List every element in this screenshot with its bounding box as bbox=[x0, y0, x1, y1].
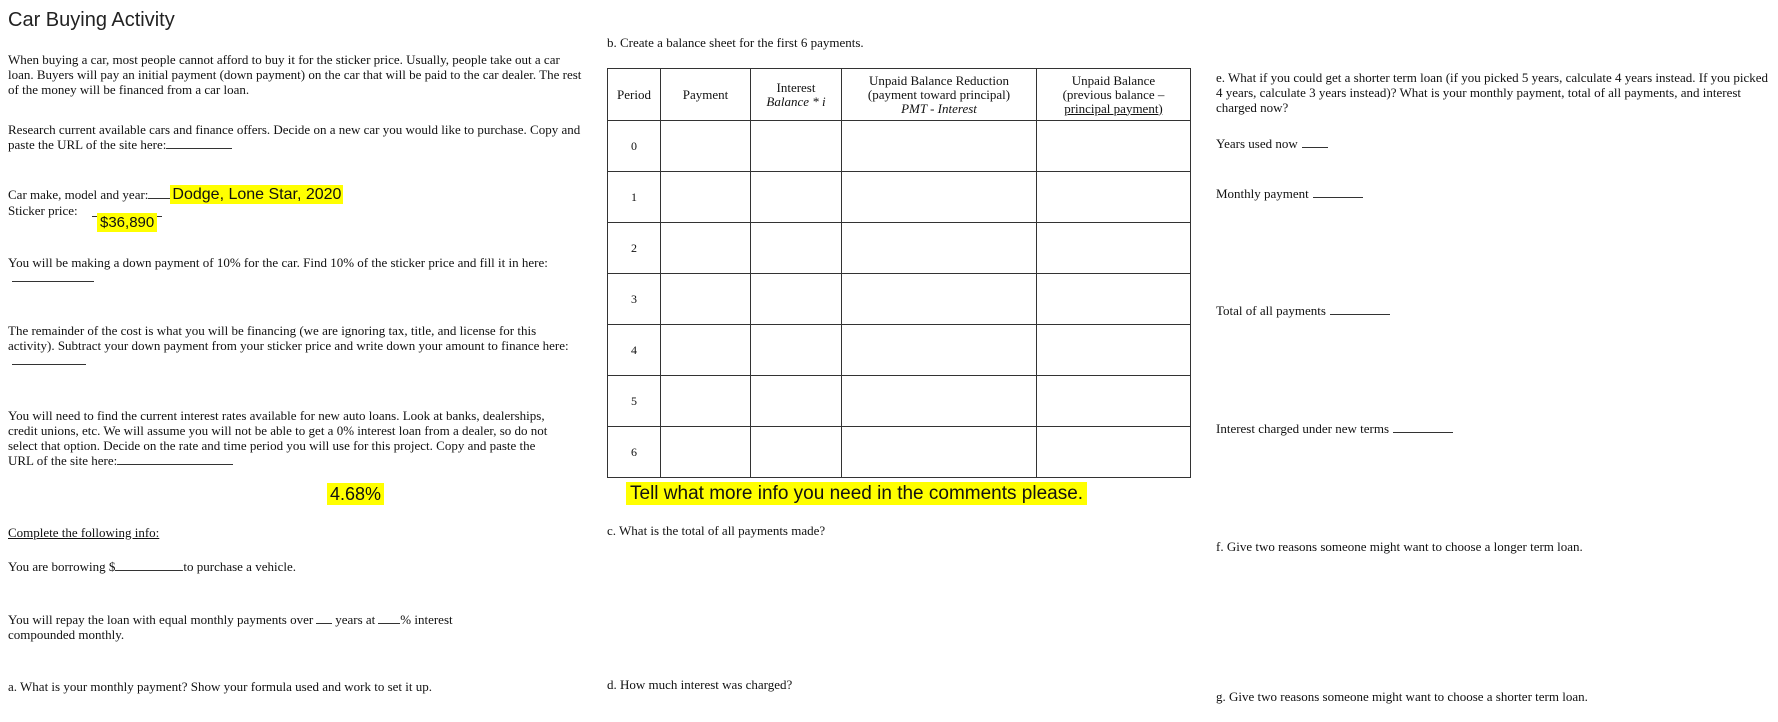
repay-mid: years at bbox=[335, 612, 376, 627]
complete-info-heading: Complete the following info: bbox=[8, 525, 160, 540]
monthly-payment-blank[interactable] bbox=[1313, 196, 1363, 198]
balance-reduction-cell[interactable] bbox=[842, 172, 1037, 223]
research-url-blank[interactable] bbox=[166, 147, 232, 149]
period-cell: 0 bbox=[608, 121, 661, 172]
comment-note: Tell what more info you need in the comments please. bbox=[626, 482, 1087, 505]
research-paragraph bbox=[8, 122, 583, 152]
question-g: g. Give two reasons someone might want to choose a shorter term loan. bbox=[1216, 689, 1588, 704]
unpaid-balance-cell[interactable] bbox=[1037, 172, 1191, 223]
research-text: Research current available cars and finance offers. Decide on a new car you would like to purchase. Copy and paste the URL of the site here: bbox=[8, 122, 581, 152]
table-row bbox=[608, 427, 1191, 478]
payment-cell[interactable] bbox=[661, 172, 751, 223]
rate-blank[interactable] bbox=[378, 622, 400, 624]
interest-charged-label: Interest charged under new terms bbox=[1216, 421, 1390, 436]
question-f: f. Give two reasons someone might want to choose a longer term loan. bbox=[1216, 539, 1583, 554]
down-payment-paragraph bbox=[8, 255, 583, 285]
car-make-value[interactable]: Dodge, Lone Star, 2020 bbox=[172, 186, 342, 203]
header-unpaid-line1: Unpaid Balance bbox=[1071, 72, 1156, 88]
period-cell: 3 bbox=[608, 274, 661, 325]
unpaid-balance-cell[interactable] bbox=[1037, 376, 1191, 427]
interest-cell[interactable] bbox=[751, 376, 842, 427]
interest-paragraph bbox=[8, 408, 563, 468]
header-reduction-line2: (payment toward principal) bbox=[867, 86, 1011, 102]
period-cell: 5 bbox=[608, 376, 661, 427]
repay-suffix: % interest bbox=[400, 612, 453, 627]
page-title: Car Buying Activity bbox=[8, 9, 175, 31]
years-used-line bbox=[1216, 136, 1328, 151]
period-cell: 4 bbox=[608, 325, 661, 376]
balance-reduction-cell[interactable] bbox=[842, 274, 1037, 325]
header-payment: Payment bbox=[661, 69, 751, 121]
sticker-price-value[interactable]: $36,890 bbox=[97, 213, 157, 232]
interest-cell[interactable] bbox=[751, 223, 842, 274]
borrowing-suffix: to purchase a vehicle. bbox=[183, 559, 296, 574]
header-interest bbox=[751, 69, 842, 121]
borrowing-line bbox=[8, 559, 296, 574]
interest-charged-line bbox=[1216, 421, 1453, 436]
interest-text: You will need to find the current interest rates available for new auto loans. Look at banks, dealerships, credit unions, etc. We will assume you will not be able to get a 0% interest loan from a dealer, so do not select that option. Decide on the rate and time period you will use for this project. Copy and paste the URL of the site here: bbox=[8, 408, 548, 468]
unpaid-balance-cell[interactable] bbox=[1037, 274, 1191, 325]
unpaid-balance-cell[interactable] bbox=[1037, 121, 1191, 172]
years-used-label: Years used now bbox=[1216, 136, 1298, 151]
total-payments-blank[interactable] bbox=[1330, 313, 1390, 315]
payment-cell[interactable] bbox=[661, 376, 751, 427]
question-b: b. Create a balance sheet for the first 6 payments. bbox=[607, 35, 864, 50]
unpaid-balance-cell[interactable] bbox=[1037, 427, 1191, 478]
question-d: d. How much interest was charged? bbox=[607, 677, 793, 692]
car-make-line bbox=[8, 187, 583, 202]
sticker-price-label: Sticker price: bbox=[8, 203, 78, 218]
repay-line bbox=[8, 612, 583, 642]
table-row bbox=[608, 325, 1191, 376]
years-used-blank[interactable] bbox=[1302, 146, 1328, 148]
borrowing-amount-blank[interactable] bbox=[115, 569, 183, 571]
question-c: c. What is the total of all payments made? bbox=[607, 523, 826, 538]
header-interest-line2: Balance * i bbox=[766, 93, 826, 109]
car-make-blank bbox=[148, 197, 170, 199]
balance-reduction-cell[interactable] bbox=[842, 325, 1037, 376]
unpaid-balance-cell[interactable] bbox=[1037, 325, 1191, 376]
remainder-paragraph bbox=[8, 323, 583, 368]
years-blank[interactable] bbox=[316, 622, 332, 624]
balance-sheet-table bbox=[607, 68, 1191, 478]
monthly-payment-line bbox=[1216, 186, 1363, 201]
payment-cell[interactable] bbox=[661, 223, 751, 274]
balance-reduction-cell[interactable] bbox=[842, 376, 1037, 427]
car-make-label: Car make, model and year: bbox=[8, 187, 149, 202]
table-row bbox=[608, 223, 1191, 274]
interest-cell[interactable] bbox=[751, 121, 842, 172]
interest-cell[interactable] bbox=[751, 427, 842, 478]
balance-reduction-cell[interactable] bbox=[842, 121, 1037, 172]
payment-cell[interactable] bbox=[661, 325, 751, 376]
interest-url-blank[interactable] bbox=[117, 463, 233, 465]
table-row bbox=[608, 376, 1191, 427]
remainder-text: The remainder of the cost is what you will be financing (we are ignoring tax, title, and license for this activity). Subtract your down payment from your sticker price and write down your amount to finance here: bbox=[8, 323, 569, 353]
payment-cell[interactable] bbox=[661, 121, 751, 172]
period-cell: 1 bbox=[608, 172, 661, 223]
down-payment-text: You will be making a down payment of 10% for the car. Find 10% of the sticker price and fill it in here: bbox=[8, 255, 548, 270]
table-row bbox=[608, 121, 1191, 172]
unpaid-balance-cell[interactable] bbox=[1037, 223, 1191, 274]
down-payment-blank[interactable] bbox=[12, 280, 94, 282]
finance-amount-blank[interactable] bbox=[12, 363, 86, 365]
header-unpaid-line2: (previous balance – bbox=[1062, 86, 1165, 102]
header-interest-line1: Interest bbox=[776, 79, 816, 95]
period-cell: 6 bbox=[608, 427, 661, 478]
interest-rate-value[interactable]: 4.68% bbox=[327, 483, 384, 505]
interest-cell[interactable] bbox=[751, 325, 842, 376]
interest-cell[interactable] bbox=[751, 274, 842, 325]
table-row bbox=[608, 172, 1191, 223]
question-a: a. What is your monthly payment? Show your formula used and work to set it up. bbox=[8, 679, 432, 694]
total-payments-line bbox=[1216, 303, 1390, 318]
repay-line-2: compounded monthly. bbox=[8, 627, 125, 642]
interest-charged-blank[interactable] bbox=[1393, 431, 1453, 433]
header-reduction-line3: PMT - Interest bbox=[901, 100, 977, 116]
table-header-row bbox=[608, 69, 1191, 121]
period-cell: 2 bbox=[608, 223, 661, 274]
header-period: Period bbox=[608, 69, 661, 121]
header-reduction-line1: Unpaid Balance Reduction bbox=[868, 72, 1010, 88]
borrowing-prefix: You are borrowing $ bbox=[8, 559, 116, 574]
repay-prefix: You will repay the loan with equal monthly payments over bbox=[8, 612, 314, 627]
balance-reduction-cell[interactable] bbox=[842, 223, 1037, 274]
question-e: e. What if you could get a shorter term loan (if you picked 5 years, calculate 4 years instead. If you picked 4 years, calculate 3 years instead)? What is your monthly payment, total of all payments, and interest charged now? bbox=[1216, 70, 1769, 115]
header-balance-reduction bbox=[842, 69, 1037, 121]
payment-cell[interactable] bbox=[661, 427, 751, 478]
header-unpaid-line3: principal payment) bbox=[1064, 100, 1163, 116]
intro-paragraph: When buying a car, most people cannot afford to buy it for the sticker price. Usually, people take out a car loan. Buyers will pay an initial payment (down payment) on the car that will be paid to the car dealer. The rest of the money will be financed from a car loan. bbox=[8, 52, 582, 97]
interest-cell[interactable] bbox=[751, 172, 842, 223]
table-row bbox=[608, 274, 1191, 325]
header-unpaid-balance bbox=[1037, 69, 1191, 121]
balance-reduction-cell[interactable] bbox=[842, 427, 1037, 478]
total-payments-label: Total of all payments bbox=[1216, 303, 1326, 318]
monthly-payment-label: Monthly payment bbox=[1216, 186, 1309, 201]
payment-cell[interactable] bbox=[661, 274, 751, 325]
